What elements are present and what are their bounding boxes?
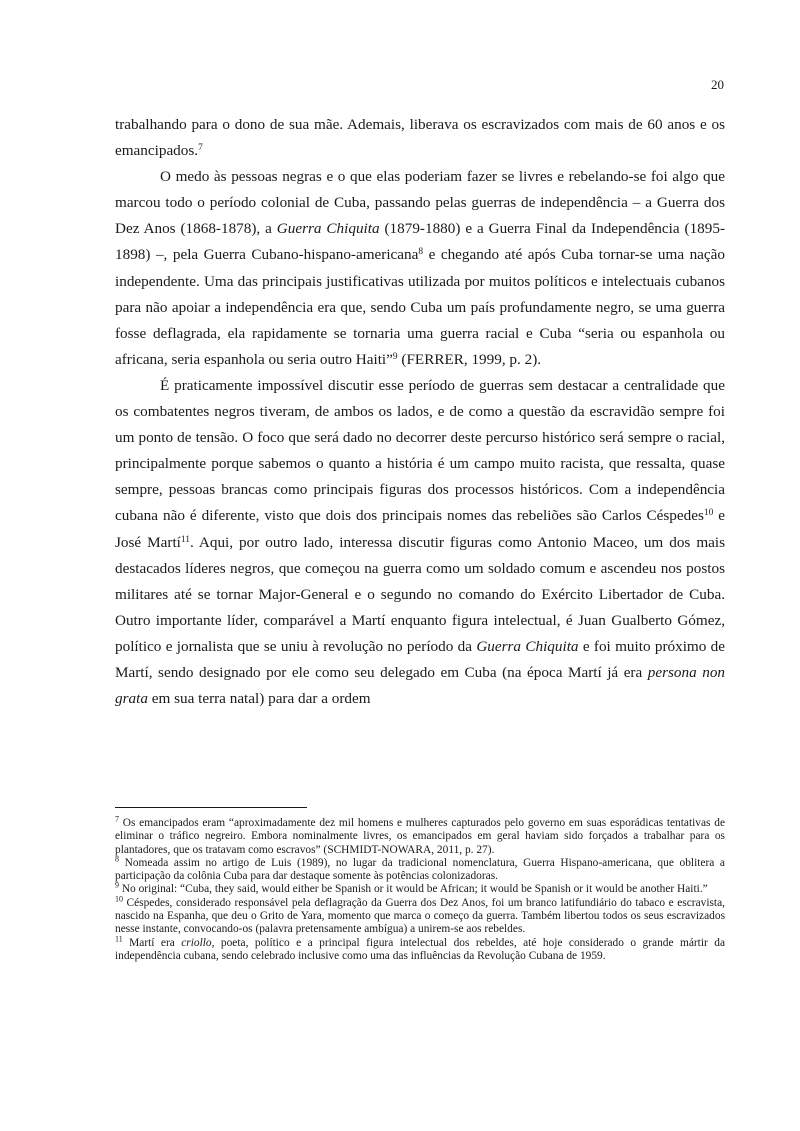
footnote-ref-9[interactable]: 9 (392, 351, 398, 362)
page-number: 20 (711, 77, 724, 92)
footnote-separator (115, 807, 307, 808)
paragraph-2-text-c: e chegando até após Cuba tornar-se uma nação independente. Uma das principais justificativas utilizada por muitos políticos e intelectuais cubanos para não apoiar a independência era que, sendo Cuba um país profundamente negro, se uma guerra fosse deflagrada, ela rapidamente se tornaria uma guerra racial e Cuba “seria ou espanhola ou africana, seria espanhola ou seria outro Haiti” (115, 246, 725, 368)
footnotes (115, 814, 725, 963)
footnote-10-text: Céspedes, considerado responsável pela deflagração da Guerra dos Dez Anos, foi um branco latifundiário do tabaco e escravista, nascido na Espanha, que deu o Grito de Yara, momento que marca o começo da guerra. Também libertou todos os seus escravizados nesse instante, convocando-os (palavra pretensamente ambígua) a unirem-se aos rebeldes. (115, 896, 725, 936)
paragraph-2-text-d: (FERRER, 1999, p. 2). (397, 350, 542, 368)
paragraph-1-text: trabalhando para o dono de sua mãe. Ademais, liberava os escravizados com mais de 60 anos e os emancipados. (115, 116, 725, 160)
paragraph-3-text-b: e José Martí (115, 507, 725, 551)
paragraph-1 (115, 112, 725, 164)
body-text (115, 112, 725, 712)
footnote-11 (115, 934, 725, 964)
paragraph-3-text-c: . Aqui, por outro lado, interessa discutir figuras como Antonio Maceo, um dos mais destacados líderes negros, que começou na guerra como um soldado comum e ascendeu nos postos militares até se tornar Major-General e o segundo no comando do Exército Libertador de Cuba. Outro importante líder, comparável a Martí enquanto figura intelectual, é Juan Gualberto Gómez, político e jornalista que se uniu à revolução no período da (115, 533, 725, 655)
footnote-mark-11: 11 (115, 934, 123, 944)
footnote-7 (115, 814, 725, 857)
footnote-mark-8: 8 (115, 854, 119, 864)
paragraph-3-text-d: e foi muito próximo de Martí, sendo designado por ele como seu delegado em Cuba (na época Martí já era (115, 637, 725, 681)
paragraph-3-text-e: em sua terra natal) para dar a ordem (147, 690, 371, 708)
paragraph-2 (115, 164, 725, 373)
footnote-ref-8[interactable]: 8 (418, 247, 424, 258)
footnote-8-text: Nomeada assim no artigo de Luis (1989), no lugar da tradicional nomenclatura, Guerra Hispano-americana, que oblitera a participação da colônia Cuba para dar destaque somente às potências colonizadoras. (115, 856, 725, 883)
footnote-ref-7[interactable]: 7 (198, 142, 203, 153)
persona-non-grata-italic: persona non grata (115, 663, 726, 708)
footnote-11-text-a: Martí era (122, 936, 182, 949)
paragraph-2-text-a: O medo às pessoas negras e o que elas poderiam fazer se livres e rebelando-se foi algo que marcou todo o período colonial de Cuba, passando pelas guerras de independência – a Guerra dos Dez Anos (1868-1878), a (115, 168, 725, 238)
footnote-9-text: No original: “Cuba, they said, would either be Spanish or it would be African; it would be Spanish or it would be another Haiti.” (118, 883, 708, 896)
paragraph-3 (115, 373, 725, 712)
criollo-italic: criollo (181, 936, 212, 949)
paragraph-2-text-b: (1879-1880) e a Guerra Final da Independência (1895-1898) –, pela Guerra Cubano-hispano-americana (115, 220, 726, 264)
guerra-chiquita-italic: Guerra Chiquita (276, 220, 380, 238)
footnote-10 (115, 894, 725, 937)
footnote-mark-10: 10 (115, 894, 123, 904)
footnote-mark-9: 9 (115, 881, 119, 891)
paragraph-3-text-a: É praticamente impossível discutir esse período de guerras sem destacar a centralidade que os combatentes negros tiveram, de ambos os lados, e de como a questão da escravidão sempre foi um ponto de tensão. O foco que será dado no decorrer deste percurso histórico será sempre o racial, principalmente porque sabemos o quanto a história é um campo muito racista, que ressalta, quase sempre, pessoas brancas como principais figuras dos processos históricos. Com a independência cubana não é diferente, visto que dois dos principais nomes das rebeliões são Carlos Céspedes (115, 376, 725, 525)
footnote-11-text-b: , poeta, político e a principal figura intelectual dos rebeldes, até hoje considerado o grande mártir da independência cubana, sendo celebrado inclusive como uma das influências da Revolução Cubana de 1959. (115, 936, 725, 962)
footnote-ref-11[interactable]: 11 (180, 534, 190, 545)
guerra-chiquita-italic: Guerra Chiquita (476, 637, 579, 655)
footnote-8 (115, 854, 725, 884)
footnote-ref-10[interactable]: 10 (703, 508, 714, 519)
footnote-7-text: Os emancipados eram “aproximadamente dez mil homens e mulheres capturados pelo governo em suas esporádicas tentativas de eliminar o tráfico negreiro. Embora nominalmente livres, os emancipados em geral haviam sido forçados a trabalhar para os plantadores, que os tratavam como escravos” (SCHMIDT-NOWARA, 2011, p. 27). (115, 817, 725, 856)
footnote-mark-7: 7 (115, 814, 119, 824)
footnote-9 (115, 883, 725, 896)
